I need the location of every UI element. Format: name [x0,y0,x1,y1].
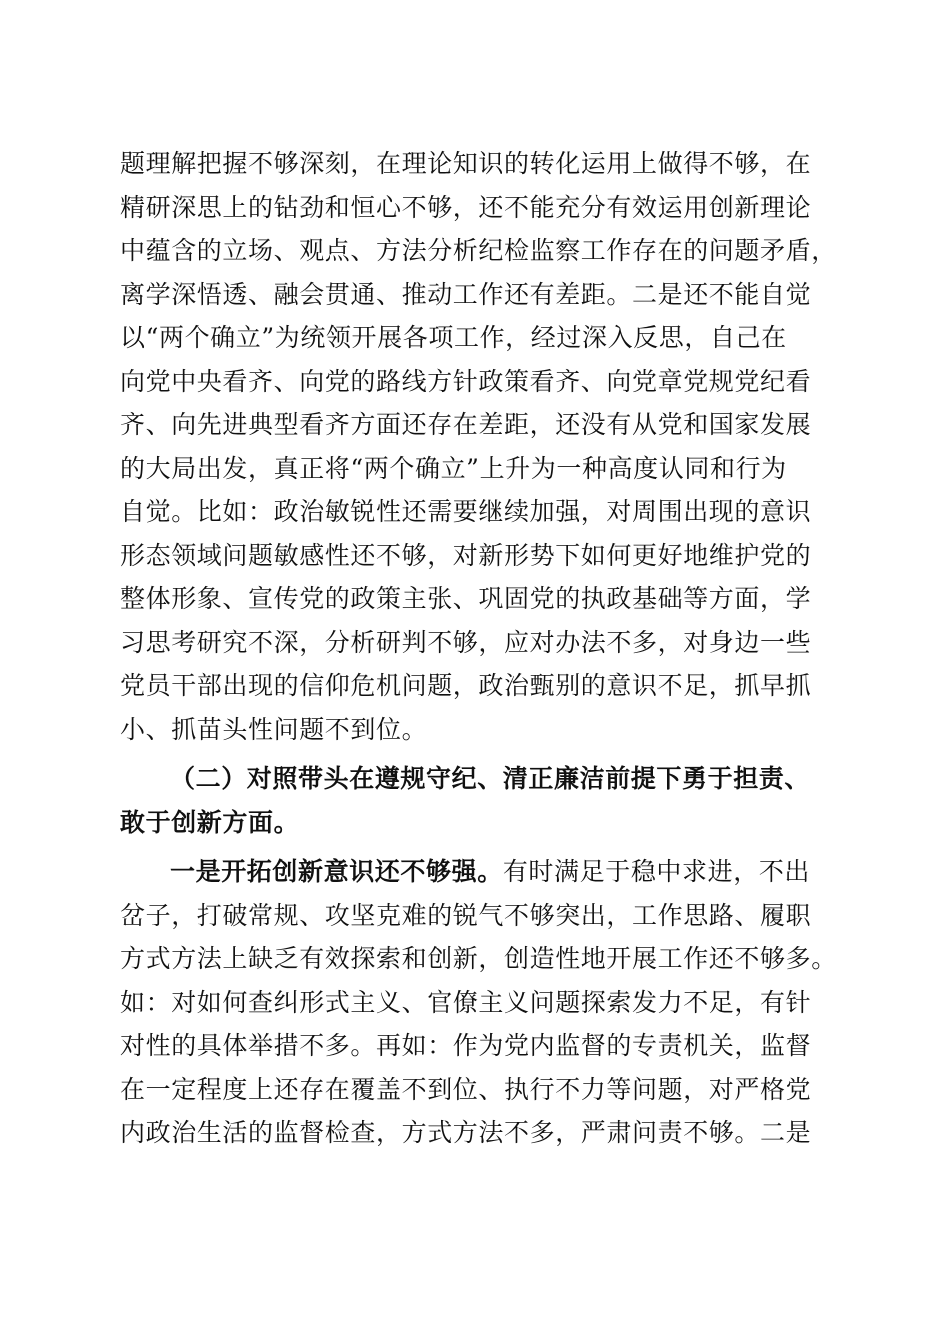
text-line: 岔子，打破常规、攻坚克难的锐气不够突出，工作思路、履职 [120,900,812,930]
text-line: 齐、向先进典型看齐方面还存在差距，还没有从党和国家发展 [120,410,812,439]
heading-line: 敢于创新方面。 [120,807,300,837]
text-line: 精研深思上的钻劲和恒心不够，还不能充分有效运用创新理论 [120,192,812,222]
text-line: 小、抓苗头性问题不到位。 [120,714,428,744]
text-line: 的大局出发，真正将“两个确立”上升为一种高度认同和行为 [120,453,787,483]
text-line: 向党中央看齐、向党的路线方针政策看齐、向党章党规党纪看 [120,366,812,396]
paragraph-lead: 一是开拓创新意识还不够强。 [170,857,503,886]
paragraph-lead-rest: 有时满足于稳中求进，不出 [502,857,811,886]
body-text [120,142,837,1155]
text-line: 内政治生活的监督检查，方式方法不多，严肃问责不够。二是 [120,1118,812,1147]
paragraph [120,850,837,1155]
text-line: 中蕴含的立场、观点、方法分析纪检监察工作存在的问题矛盾， [120,236,837,265]
text-line [120,850,832,894]
text-line: 在一定程度上还存在覆盖不到位、执行不力等问题，对严格党 [120,1074,812,1104]
section-heading [120,757,832,844]
text-line: 习思考研究不深，分析研判不够，应对办法不多，对身边一些 [120,627,812,657]
paragraph-continuation [120,142,837,751]
heading-line: （二）对照带头在遵规守纪、清正廉洁前提下勇于担责、 [170,764,811,793]
text-line: 对性的具体举措不多。再如：作为党内监督的专责机关，监督 [120,1031,812,1060]
text-line: 方式方法上缺乏有效探索和创新，创造性地开展工作还不够多。 [120,944,837,973]
text-line: 如：对如何查纠形式主义、官僚主义问题探索发力不足，有针 [120,987,812,1017]
text-line: 以“两个确立”为统领开展各项工作，经过深入反思，自己在 [120,323,787,352]
text-line: 整体形象、宣传党的政策主张、巩固党的执政基础等方面，学 [120,584,812,613]
text-line: 党员干部出现的信仰危机问题，政治甄别的意识不足，抓早抓 [120,671,812,700]
text-line: 形态领域问题敏感性还不够，对新形势下如何更好地维护党的 [120,540,812,570]
text-line: 离学深悟透、融会贯通、推动工作还有差距。二是还不能自觉 [120,279,812,309]
text-line: 自觉。比如：政治敏锐性还需要继续加强，对周围出现的意识 [120,497,812,526]
text-line: 题理解把握不够深刻，在理论知识的转化运用上做得不够，在 [120,149,812,178]
